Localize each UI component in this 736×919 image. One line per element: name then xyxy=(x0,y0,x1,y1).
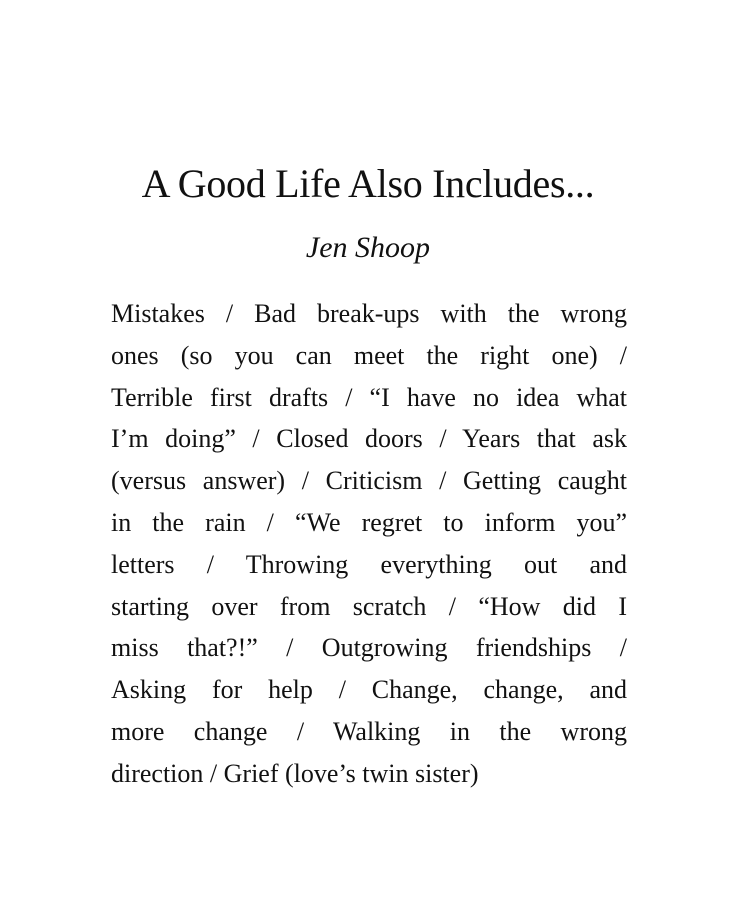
poem-line: Terrible first drafts / “I have no idea what xyxy=(111,382,627,412)
poem-line: letters / Throwing everything out and xyxy=(111,549,627,579)
poem-line: direction / Grief (love’s twin sister) xyxy=(111,758,479,788)
poem-line: Mistakes / Bad break-ups with the wrong xyxy=(111,299,627,328)
page-title: A Good Life Also Includes... xyxy=(141,161,595,206)
poem-line: in the rain / “We regret to inform you” xyxy=(111,507,627,537)
author-name: Jen Shoop xyxy=(305,231,431,264)
poem-line: (versus answer) / Criticism / Getting caught xyxy=(111,466,627,496)
poem-line: Asking for help / Change, change, and xyxy=(111,675,627,705)
poem-line: more change / Walking in the wrong xyxy=(111,716,627,746)
poem-line: starting over from scratch / “How did I xyxy=(111,591,627,621)
poem-line: ones (so you can meet the right one) / xyxy=(111,340,627,370)
poem-line: miss that?!” / Outgrowing friendships / xyxy=(111,633,627,663)
poem-body xyxy=(111,293,627,795)
poem-line: I’m doing” / Closed doors / Years that ask xyxy=(111,424,627,454)
